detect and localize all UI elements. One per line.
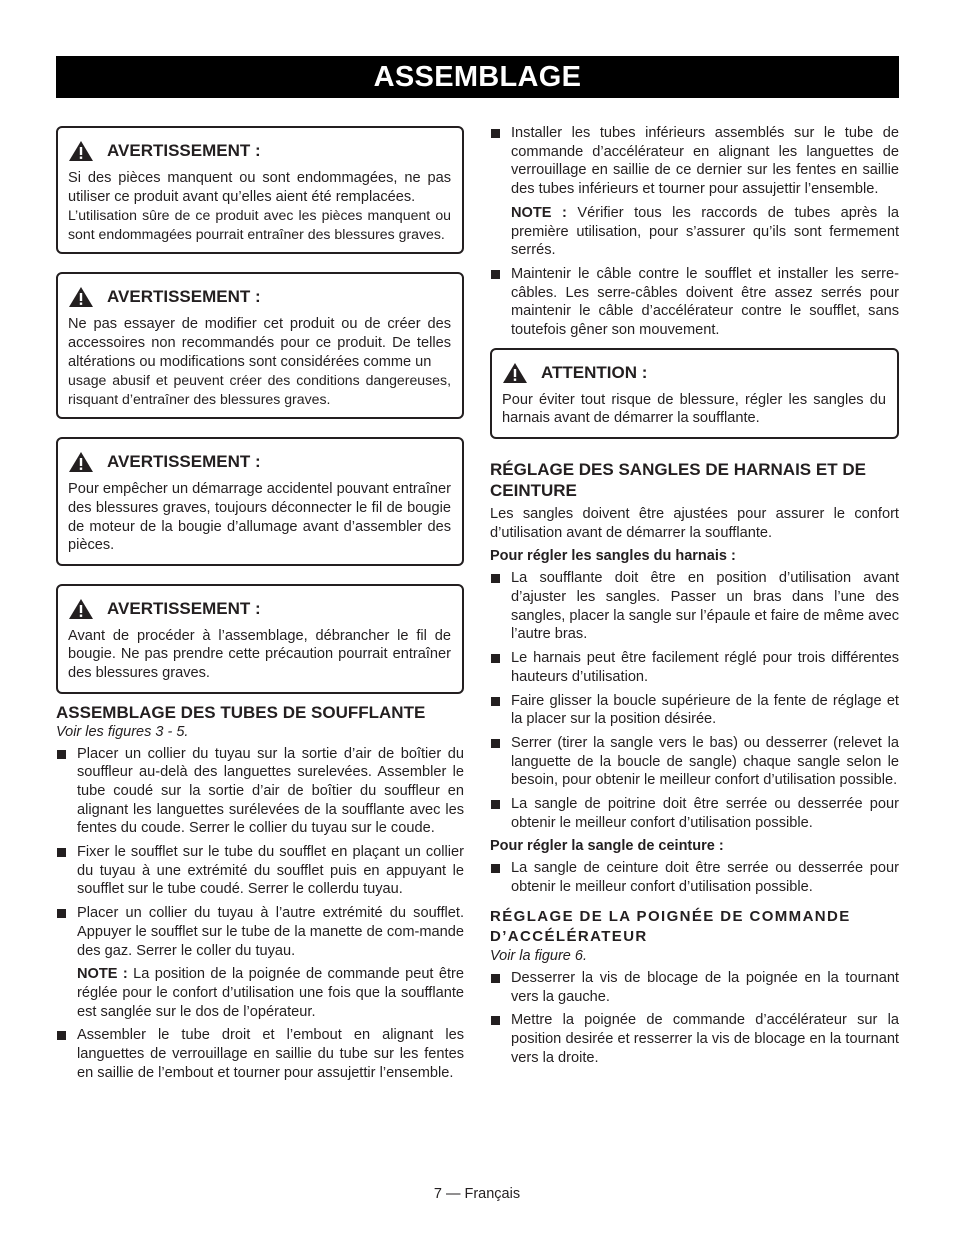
harness-label: Pour régler les sangles du harnais :	[490, 548, 736, 565]
left-column	[56, 126, 464, 1087]
warning-box-1	[56, 126, 464, 254]
warning-text-small: usage abusif et peuvent créer des conditions dangereuses, risquant d’entraîner des blessures graves.	[68, 372, 451, 407]
tubes-list	[56, 745, 464, 961]
warning-triangle-icon	[502, 362, 528, 384]
belt-label: Pour régler la sangle de ceinture :	[490, 838, 724, 855]
warning-box-3	[56, 437, 464, 565]
page-footer	[0, 1186, 954, 1202]
warning-box-4	[56, 584, 464, 694]
list-item: Desserrer la vis de blocage de la poignée en la tournant vers la gauche.	[490, 969, 899, 1006]
note-text: Vérifier tous les raccords de tubes après la première utilisation, pour s’assurer qu’ils sont fermement serrés.	[511, 204, 899, 259]
figure-reference: Voir les figures 3 - 5.	[56, 723, 189, 740]
right-column	[490, 124, 899, 1072]
page-header: ASSEMBLAGE	[56, 56, 899, 98]
page-number: 7 — Français	[433, 1186, 521, 1202]
warning-triangle-icon	[68, 598, 94, 620]
warning-box-2	[56, 272, 464, 419]
warning-triangle-icon	[68, 451, 94, 473]
note-text: La position de la poignée de commande peut être réglée pour le confort d’utilisation une fois que la soufflante est sanglée sur le dos de l’opérateur.	[77, 966, 464, 1020]
figure-reference: Voir la figure 6.	[490, 947, 587, 964]
section-heading-handle: RÉGLAGE DE LA POIGNÉE DE COMMANDE D’ACCÉLÉRATEUR	[490, 907, 851, 945]
attention-title: ATTENTION :	[541, 362, 648, 382]
list-item: Installer les tubes inférieurs assemblés sur le tube de commande d’accélérateur en alignant les languettes de verrouillage en saillie de ce dernier sur les fentes en saillie des tubes inférieurs et tourner pour assujettir l’ensemble.	[490, 124, 899, 199]
warning-text: Avant de procéder à l’assemblage, débrancher le fil de bougie. Ne pas prendre cette précaution pourrait entraîner des blessures graves.	[68, 627, 451, 681]
list-item: Placer un collier du tuyau sur la sortie d’air de boîtier du souffleur au-delà des languettes surelevées. Assembler le tube coudé sur la sortie d’air de boîtier du souffleur en alignant les languettes surélevées de la soufflante avec les fentes du coude. Serrer le collier du tuyau sur le coude.	[56, 745, 464, 839]
warning-title: AVERTISSEMENT :	[107, 141, 261, 160]
straps-intro: Les sangles doivent être ajustées pour assurer le confort d’utilisation avant de démarrer la soufflante.	[490, 505, 899, 541]
list-item: Maintenir le câble contre le soufflet et installer les serre-câbles. Les serre-câbles doivent être assez serrés pour maintenir le câble d’accélérateur contre le soufflet, sans toutefois gêner son mouvement.	[490, 265, 899, 340]
handle-list	[490, 969, 899, 1068]
section-heading-tubes: ASSEMBLAGE DES TUBES DE SOUFFLANTE	[56, 702, 426, 722]
note-paragraph	[490, 204, 899, 260]
warning-triangle-icon	[68, 286, 94, 308]
warning-title: AVERTISSEMENT :	[107, 598, 261, 618]
attention-text: Pour éviter tout risque de blessure, régler les sangles du harnais avant de démarrer la soufflante.	[502, 391, 886, 427]
harness-list	[490, 569, 899, 832]
warning-title: AVERTISSEMENT :	[107, 452, 261, 472]
warning-text: Pour empêcher un démarrage accidentel pouvant entraîner des blessures graves, toujours déconnecter le fil de bougie de moteur de la bougie d’allumage avant d’assembler des pièces.	[68, 481, 451, 554]
note-label: NOTE :	[511, 204, 567, 221]
belt-list	[490, 859, 899, 896]
list-item: Le harnais peut être facilement réglé pour trois différentes hauteurs d’utilisation.	[490, 649, 899, 686]
section-heading-straps: RÉGLAGE DES SANGLES DE HARNAIS ET DE CEINTURE	[490, 459, 866, 500]
list-item: Placer un collier du tuyau à l’autre extrémité du soufflet. Appuyer le soufflet sur le tube de la manette de com-mande des gaz. Serrer le coller du tuyau.	[56, 904, 464, 960]
list-item: La sangle de poitrine doit être serrée ou desserrée pour obtenir le meilleur confort d’utilisation possible.	[490, 795, 899, 832]
list-item: Assembler le tube droit et l’embout en alignant les languettes de verrouillage en saillie du tube sur les fentes en saillie de l’embout et tourner pour assujettir l’ensemble.	[56, 1026, 464, 1082]
warning-triangle-icon	[68, 140, 94, 162]
note-label: NOTE :	[77, 966, 128, 983]
note-paragraph	[56, 965, 464, 1021]
list-item: Serrer (tirer la sangle vers le bas) ou desserrer (relevet la languette de la boucle de sangle) chaque sangle selon le besoin, pour obtenir le meilleur confort d’utilisation possible.	[490, 734, 899, 790]
warning-text-small: L’utilisation sûre de ce produit avec les pièces manquent ou sont endommagées pourrait entraîner des blessures graves.	[68, 207, 451, 242]
warning-title: AVERTISSEMENT :	[107, 287, 261, 307]
warning-text: Ne pas essayer de modifier cet produit ou de créer des accessoires non recommandés pour ce produit. De telles altérations ou modifications sont considérées comme un	[68, 316, 451, 370]
attention-box	[490, 348, 899, 439]
list-item: Mettre la poignée de commande d’accélérateur sur la position desirée et resserrer la vis de blocage en la tournant vers la droite.	[490, 1011, 899, 1067]
list-item: La soufflante doit être en position d’utilisation avant d’ajuster les sangles. Passer un bras dans l’une des sangles, placer la sangle sur l’épaule et faire de même avec l’autre bras.	[490, 569, 899, 644]
warning-text: Si des pièces manquent ou sont endommagées, ne pas utiliser ce produit avant qu’elles aient été remplacées.	[68, 170, 451, 205]
list-item: Fixer le soufflet sur le tube du soufflet en plaçant un collier du tuyau à une extrémité du soufflet puis en appuyant le soufflet sur le tube coudé. Serrer le collerdu tuyau.	[56, 843, 464, 899]
list-item: La sangle de ceinture doit être serrée ou desserrée pour obtenir le meilleur confort d’utilisation possible.	[490, 859, 899, 896]
list-item: Faire glisser la boucle supérieure de la fente de réglage et la placer sur la position désirée.	[490, 692, 899, 729]
